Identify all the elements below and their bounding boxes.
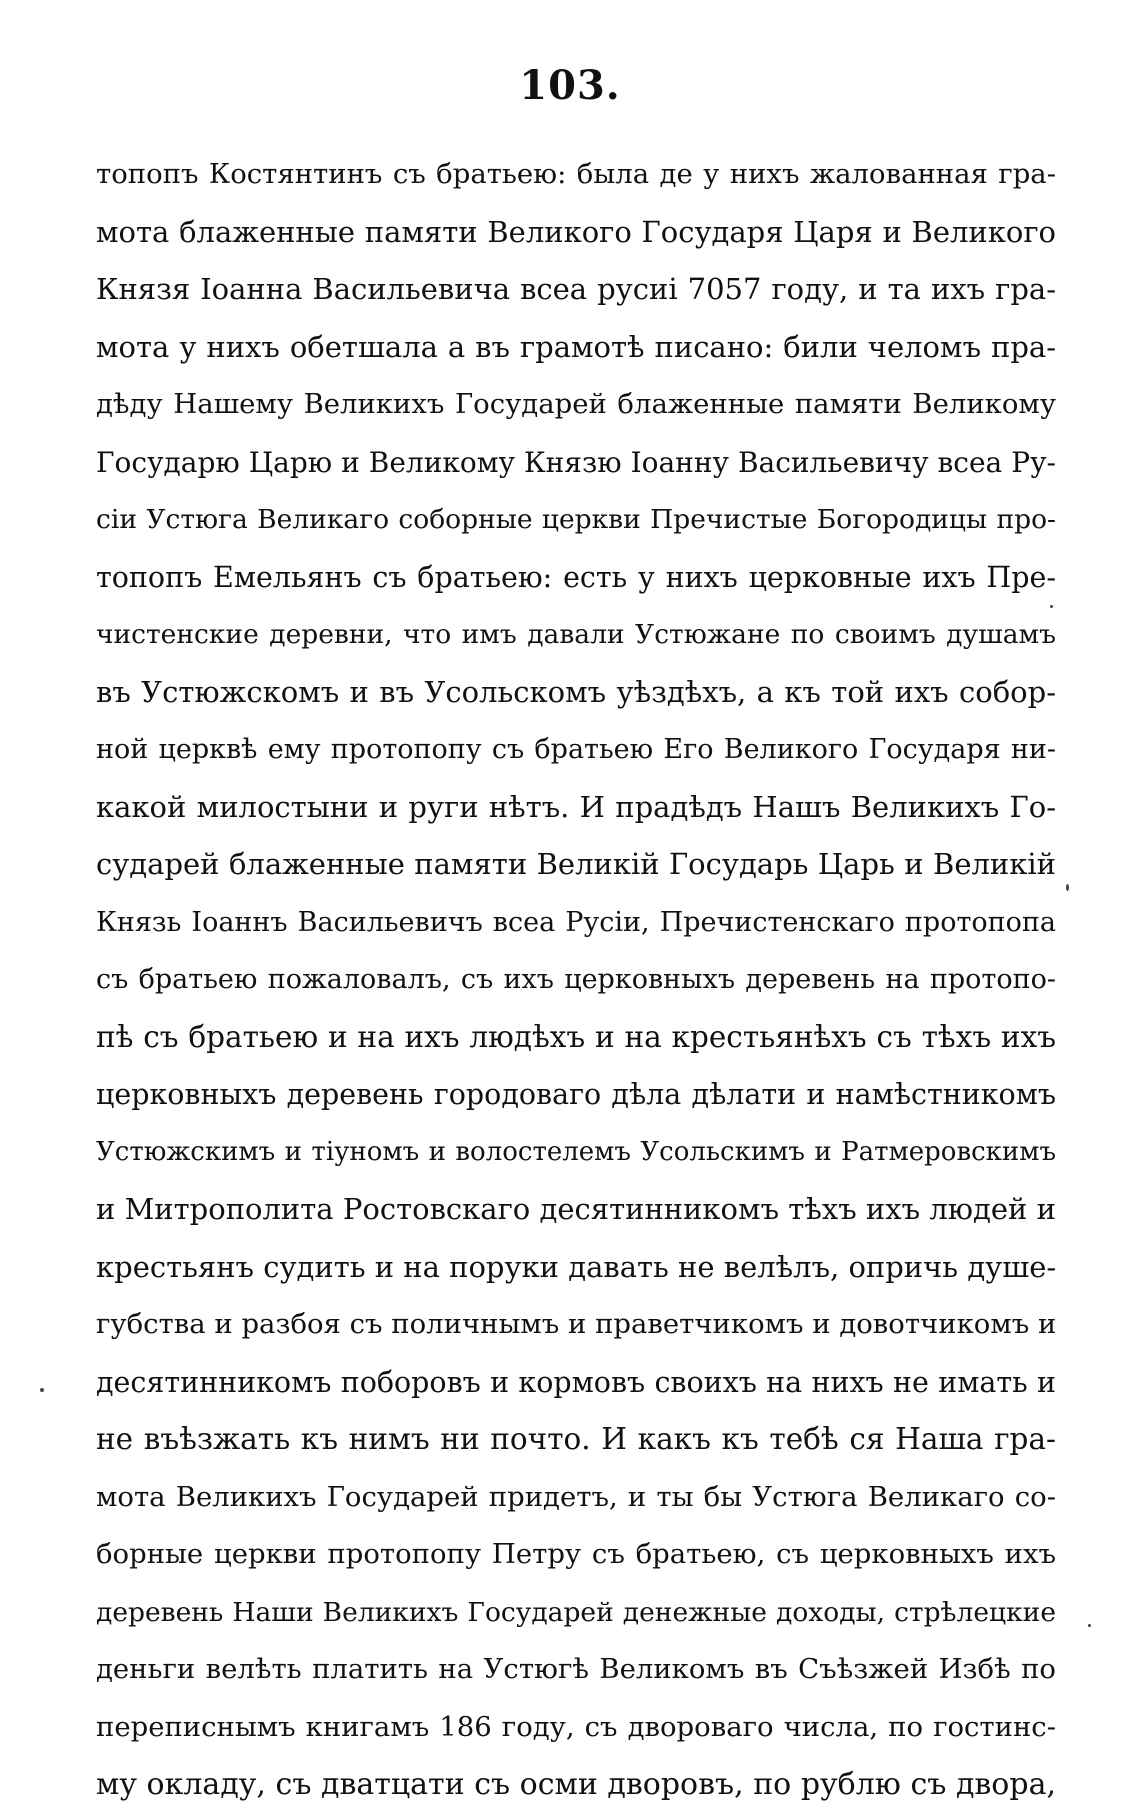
text-line: ной церквѣ ему протопопу съ братьею Его Великого Государя ни-	[96, 734, 1056, 765]
text-line: какой милостыни и руги нѣтъ. И прадѣдъ Нашъ Великихъ Го-	[96, 789, 1056, 824]
text-line: чистенские деревни, что имъ давали Устюжане по своимъ душамъ	[96, 619, 1056, 650]
text-line: топопъ Емельянъ съ братьею: есть у нихъ церковные ихъ Пре-	[96, 560, 1056, 594]
text-line: Князь Іоаннъ Васильевичъ всеа Русіи, Пречистенскаго протопопа	[96, 906, 1056, 938]
scan-speck	[1050, 605, 1053, 608]
text-line: деньги велѣть платить на Устюгѣ Великомъ въ Съѣзжей Избѣ по	[96, 1653, 1056, 1685]
text-line: топопъ Костянтинъ съ братьею: была де у нихъ жалованная гра-	[96, 158, 1056, 190]
text-line: мота блаженные памяти Великого Государя Царя и Великого	[96, 214, 1056, 249]
text-line: въ Устюжскомъ и въ Усольскомъ уѣздѣхъ, а къ той ихъ собор-	[96, 674, 1056, 709]
text-line: Князя Іоанна Васильевича всеа русиі 7057 году, и та ихъ гра-	[96, 272, 1056, 306]
body-text	[96, 146, 1056, 1814]
text-line: сударей блаженные памяти Великій Государь Царь и Великій	[96, 847, 1056, 881]
text-line: съ братьею пожаловалъ, съ ихъ церковныхъ деревень на протопо-	[96, 964, 1056, 995]
scan-speck	[1066, 884, 1069, 891]
text-line: крестьянъ судить и на поруки давать не велѣлъ, опричь душе-	[96, 1249, 1056, 1284]
text-line: переписнымъ книгамъ 186 году, съ двороваго числа, по гостинс-	[96, 1710, 1056, 1743]
text-line: Устюжскимъ и тіуномъ и волостелемъ Усольскимъ и Ратмеровскимъ	[96, 1136, 1056, 1167]
text-line: и Митрополита Ростовскаго десятинникомъ тѣхъ ихъ людей и	[96, 1192, 1056, 1226]
scan-speck	[1088, 1624, 1091, 1627]
text-line: пѣ съ братьею и на ихъ людѣхъ и на крестьянѣхъ съ тѣхъ ихъ	[96, 1019, 1056, 1054]
text-line: десятинникомъ поборовъ и кормовъ своихъ на нихъ не имать и	[96, 1365, 1056, 1399]
text-line: дѣду Нашему Великихъ Государей блаженные памяти Великому	[96, 388, 1056, 420]
text-line: мота Великихъ Государей придетъ, и ты бы Устюга Великаго со-	[96, 1480, 1056, 1513]
text-line: Государю Царю и Великому Князю Іоанну Васильевичу всеа Ру-	[96, 445, 1056, 479]
text-line: деревень Наши Великихъ Государей денежные доходы, стрѣлецкие	[96, 1596, 1056, 1628]
text-line: не въѣзжать къ нимъ ни почто. И какъ къ тебѣ ся Наша гра-	[96, 1422, 1056, 1456]
text-line: борные церкви протопопу Петру съ братьею, съ церковныхъ ихъ	[96, 1538, 1056, 1570]
text-line: мота у нихъ обетшала а въ грамотѣ писано: били челомъ пра-	[96, 329, 1056, 364]
text-line: му окладу, съ дватцати съ осми дворовъ, по рублю съ двора,	[96, 1767, 1056, 1802]
page-number: 103.	[519, 62, 621, 109]
text-line: сіи Устюга Великаго соборные церкви Пречистые Богородицы про-	[96, 504, 1056, 535]
text-line: церковныхъ деревень городоваго дѣла дѣлати и намѣстникомъ	[96, 1078, 1056, 1111]
text-line: губства и разбоя съ поличнымъ и праветчикомъ и довотчикомъ и	[96, 1308, 1056, 1340]
scan-speck	[40, 1388, 44, 1392]
